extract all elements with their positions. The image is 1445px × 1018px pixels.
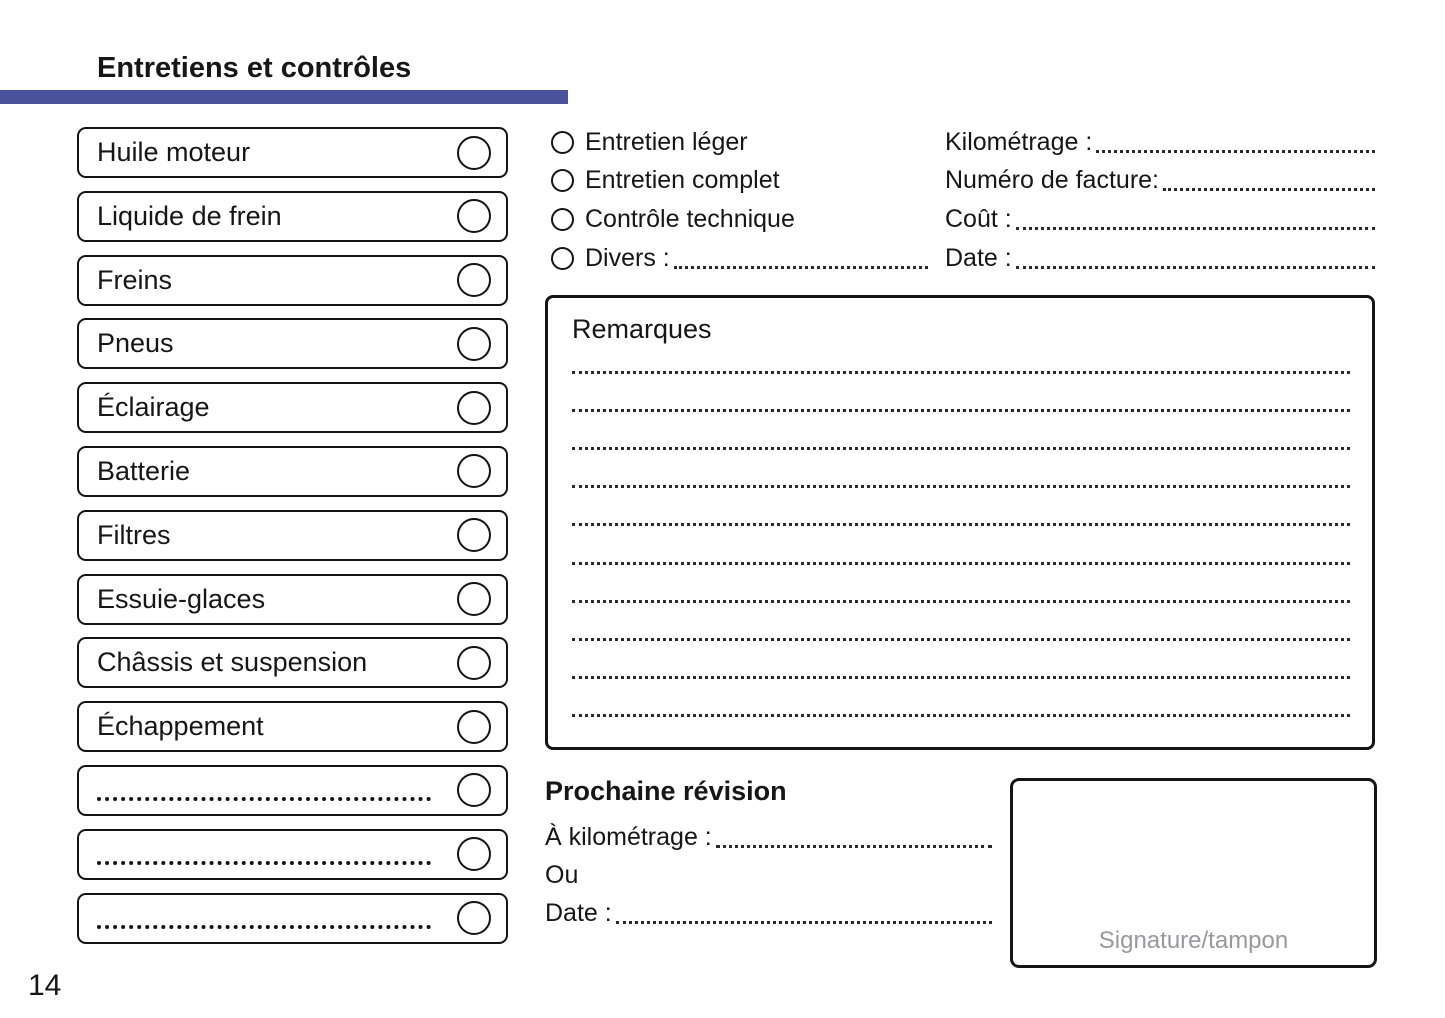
- checklist-row: [77, 893, 508, 944]
- service-option-row: [551, 239, 928, 278]
- page-number: 14: [28, 969, 62, 1002]
- check-circle[interactable]: [457, 901, 491, 935]
- check-circle[interactable]: [457, 199, 491, 233]
- next-service-date-row: [545, 894, 992, 932]
- remarks-writing-line: [572, 679, 1350, 717]
- check-circle[interactable]: [457, 582, 491, 616]
- dotted-leader: [1096, 150, 1375, 153]
- radio-circle[interactable]: [551, 169, 574, 192]
- invoice-fields: [945, 123, 1375, 277]
- check-circle[interactable]: [457, 710, 491, 744]
- service-option-label: Entretien complet: [585, 166, 780, 195]
- checklist-item-label: Huile moteur: [97, 137, 251, 167]
- next-service-section: [545, 776, 992, 932]
- next-service-mileage-label: À kilométrage :: [545, 822, 712, 851]
- checklist-row: [77, 255, 508, 306]
- check-circle[interactable]: [457, 391, 491, 425]
- remarks-writing-line: [572, 412, 1350, 450]
- checklist-row: [77, 574, 508, 625]
- radio-circle[interactable]: [551, 208, 574, 231]
- remarks-writing-line: [572, 526, 1350, 564]
- check-circle[interactable]: [457, 454, 491, 488]
- invoice-field-row: [945, 162, 1375, 201]
- dotted-leader: [674, 266, 928, 269]
- remarks-writing-line: [572, 374, 1350, 412]
- remarks-writing-line: [572, 603, 1350, 641]
- next-service-or-row: [545, 856, 992, 894]
- service-option-row: [551, 162, 928, 201]
- radio-circle[interactable]: [551, 247, 574, 270]
- checklist-item-label: Échappement: [97, 711, 264, 742]
- service-option-row: [551, 123, 928, 162]
- write-in-dotted-line: [97, 925, 431, 929]
- checklist-row: [77, 446, 508, 497]
- checklist-item-label: Essuie-glaces: [97, 583, 266, 614]
- checklist-item-label: Freins: [97, 264, 173, 295]
- remarks-writing-line: [572, 336, 1350, 374]
- check-circle[interactable]: [457, 518, 491, 552]
- remarks-writing-line: [572, 565, 1350, 603]
- checklist-item-label: Éclairage: [97, 392, 210, 423]
- checklist-item-label: Filtres: [97, 519, 171, 550]
- checklist-row: [77, 765, 508, 816]
- invoice-field-label: Numéro de facture:: [945, 166, 1159, 195]
- invoice-field-label: Coût :: [945, 204, 1012, 233]
- service-type-options: [551, 123, 928, 277]
- checklist-row: [77, 318, 508, 369]
- checklist-row: [77, 637, 508, 688]
- service-option-row: [551, 200, 928, 239]
- inspection-checklist: [77, 127, 508, 956]
- dotted-leader: [1016, 227, 1375, 230]
- radio-circle[interactable]: [551, 131, 574, 154]
- checklist-row: [77, 701, 508, 752]
- checklist-row: [77, 382, 508, 433]
- checklist-item-label: Pneus: [97, 328, 174, 359]
- checklist-item-label: Batterie: [97, 455, 191, 486]
- checklist-row: [77, 191, 508, 242]
- remarks-writing-line: [572, 450, 1350, 488]
- dotted-leader: [1016, 266, 1375, 269]
- dotted-leader: [1163, 188, 1375, 191]
- invoice-field-label: Kilométrage :: [945, 127, 1093, 156]
- page-title: Entretiens et contrôles: [97, 52, 412, 84]
- checklist-item-label: Châssis et suspension: [97, 647, 368, 678]
- checklist-row: [77, 510, 508, 561]
- check-circle[interactable]: [457, 773, 491, 807]
- write-in-dotted-line: [97, 797, 431, 801]
- check-circle[interactable]: [457, 327, 491, 361]
- service-option-label: Entretien léger: [585, 127, 748, 156]
- service-option-label: Divers :: [585, 243, 670, 272]
- dotted-leader: [716, 845, 992, 848]
- invoice-field-row: [945, 123, 1375, 162]
- signature-box: [1010, 778, 1377, 968]
- checklist-row: [77, 127, 508, 178]
- next-service-or-label: Ou: [545, 860, 579, 889]
- remarks-title: Remarques: [572, 314, 712, 344]
- remarks-writing-line: [572, 488, 1350, 526]
- service-option-label: Contrôle technique: [585, 204, 795, 233]
- invoice-field-row: [945, 239, 1375, 278]
- check-circle[interactable]: [457, 646, 491, 680]
- remarks-writing-line: [572, 641, 1350, 679]
- title-underline-bar: [0, 90, 568, 104]
- next-service-date-label: Date :: [545, 898, 612, 927]
- check-circle[interactable]: [457, 837, 491, 871]
- write-in-dotted-line: [97, 861, 431, 865]
- check-circle[interactable]: [457, 136, 491, 170]
- signature-label: Signature/tampon: [1098, 927, 1289, 954]
- dotted-leader: [616, 921, 992, 924]
- next-service-title: Prochaine révision: [545, 776, 787, 806]
- remarks-lines: [572, 336, 1350, 717]
- next-service-mileage-row: [545, 818, 992, 856]
- check-circle[interactable]: [457, 263, 491, 297]
- checklist-row: [77, 829, 508, 880]
- remarks-box: [545, 295, 1375, 750]
- invoice-field-row: [945, 200, 1375, 239]
- checklist-item-label: Liquide de frein: [97, 200, 282, 231]
- invoice-field-label: Date :: [945, 243, 1012, 272]
